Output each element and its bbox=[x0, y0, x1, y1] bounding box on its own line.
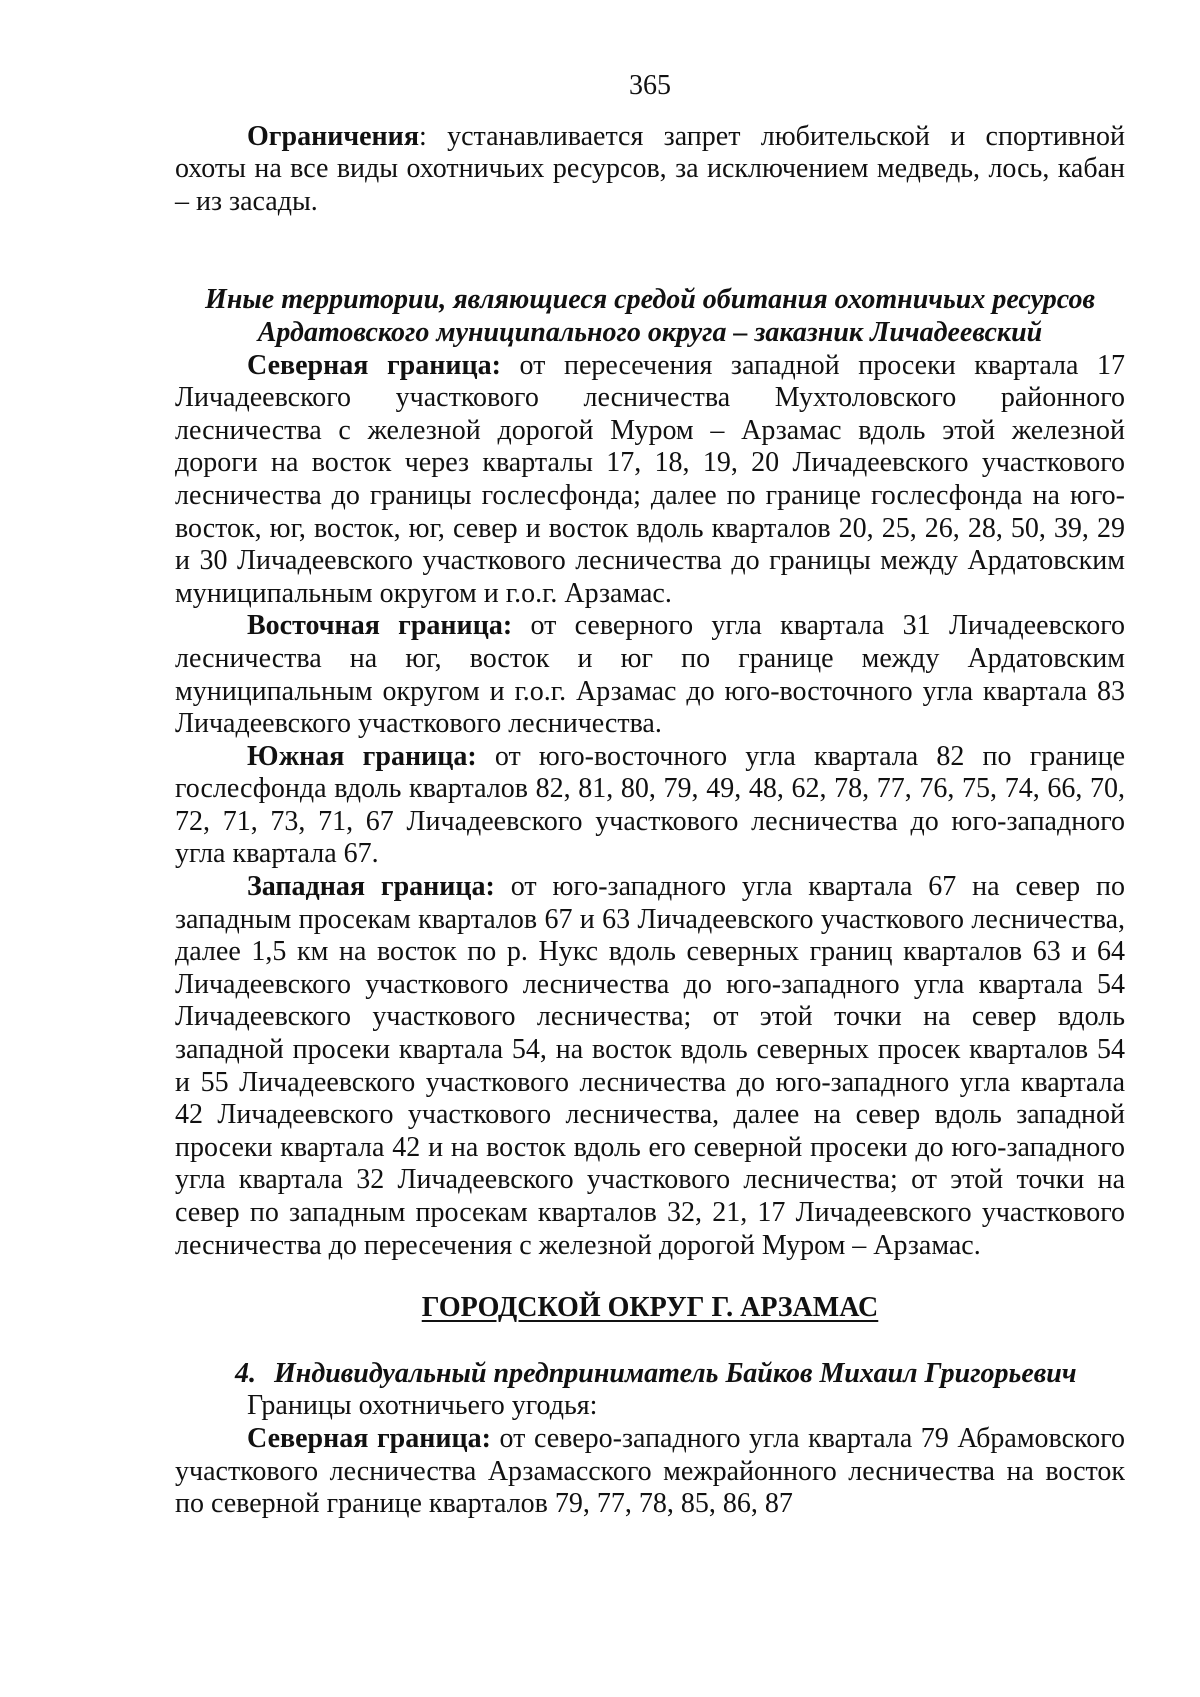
entry-number: 4. bbox=[235, 1357, 256, 1389]
south-border-paragraph bbox=[175, 741, 1125, 871]
south-border-label: Южная граница: bbox=[247, 740, 477, 772]
east-border-text: от северного угла квартала 31 Личадеевского лесничества на юг, восток и юг по границе между Ардатовским муниципальным округом и г.о.г. Арзамас до юго-восточного угла квартала 83 Личадеевского участкового лесничества. bbox=[175, 610, 1125, 740]
reserve-heading-line-2: Ардатовского муниципального округа – заказник Личадеевский bbox=[257, 316, 1043, 348]
entry-heading bbox=[175, 1358, 1125, 1391]
spacer bbox=[175, 1262, 1125, 1292]
north-border-label: Северная граница: bbox=[247, 349, 501, 381]
page-number: 365 bbox=[629, 70, 671, 101]
north-border-paragraph bbox=[175, 350, 1125, 611]
south-border-text: от юго-восточного угла квартала 82 по границе гослесфонда вдоль кварталов 82, 81, 80, 79, 49, 48, 62, 78, 77, 76, 75, 74, 66, 70, 72, 71, 73, 71, 67 Личадеевского участкового лесничества до юго-западного угла квартала 67. bbox=[175, 740, 1126, 870]
spacer bbox=[175, 1325, 1125, 1358]
east-border-paragraph bbox=[175, 610, 1125, 740]
west-border-paragraph bbox=[175, 871, 1125, 1262]
restrictions-label: Ограничения bbox=[247, 120, 419, 152]
entry-north-border-paragraph bbox=[175, 1423, 1125, 1521]
west-border-label: Западная граница: bbox=[247, 871, 495, 903]
entry-title: Индивидуальный предприниматель Байков Михаил Григорьевич bbox=[274, 1357, 1077, 1389]
entry-north-border-text: от северо-западного угла квартала 79 Абрамовского участкового лесничества Арзамасского межрайонного лесничества на восток по северной границе кварталов 79, 77, 78, 85, 86, 87 bbox=[175, 1422, 1125, 1520]
spacer bbox=[175, 218, 1125, 284]
document-page bbox=[175, 70, 1125, 1521]
reserve-heading-line-1: Иные территории, являющиеся средой обитания охотничьих ресурсов bbox=[205, 284, 1095, 316]
entry-north-border-label: Северная граница: bbox=[247, 1422, 491, 1454]
restrictions-paragraph bbox=[175, 121, 1125, 219]
section-title: ГОРОДСКОЙ ОКРУГ Г. АРЗАМАС bbox=[421, 1292, 879, 1324]
north-border-text: от пересечения западной просеки квартала 17 Личадеевского участкового лесничества Мухтоловского районного лесничества с железной дорогой Муром – Арзамас вдоль этой железной дороги на восток через кварталы 17, 18, 19, 20 Личадеевского участкового лесничества до границы гослесфонда; далее по границе гослесфонда на юго-восток, юг, восток, юг, север и восток вдоль кварталов 20, 25, 26, 28, 50, 39, 29 и 30 Личадеевского участкового лесничества до границы между Ардатовским муниципальным округом и г.о.г. Арзамас. bbox=[175, 349, 1125, 609]
borders-intro: Границы охотничьего угодья: bbox=[247, 1390, 598, 1422]
restrictions-text: : устанавливается запрет любительской и спортивной охоты на все виды охотничьих ресурсов, за исключением медведь, лось, кабан – из засады. bbox=[175, 120, 1125, 217]
west-border-text: от юго-западного угла квартала 67 на север по западным просекам кварталов 67 и 63 Личадеевского участкового лесничества, далее 1,5 км на восток по р. Нукс вдоль северных границ кварталов 63 и 64 Личадеевского участкового лесничества до юго-западного угла квартала 54 Личадеевского участкового лесничества; от этой точки на север вдоль западной просеки квартала 54, на восток вдоль северных просек кварталов 54 и 55 Личадеевского участкового лесничества до юго-западного угла квартала 42 Личадеевского участкового лесничества, далее на север вдоль западной просеки квартала 42 и на восток вдоль его северной просеки до юго-западного угла квартала 32 Личадеевского участкового лесничества; от этой точки на север по западным просекам кварталов 32, 21, 17 Личадеевского участкового лесничества до пересечения с железной дорогой Муром – Арзамас. bbox=[175, 871, 1125, 1261]
east-border-label: Восточная граница: bbox=[247, 610, 513, 642]
